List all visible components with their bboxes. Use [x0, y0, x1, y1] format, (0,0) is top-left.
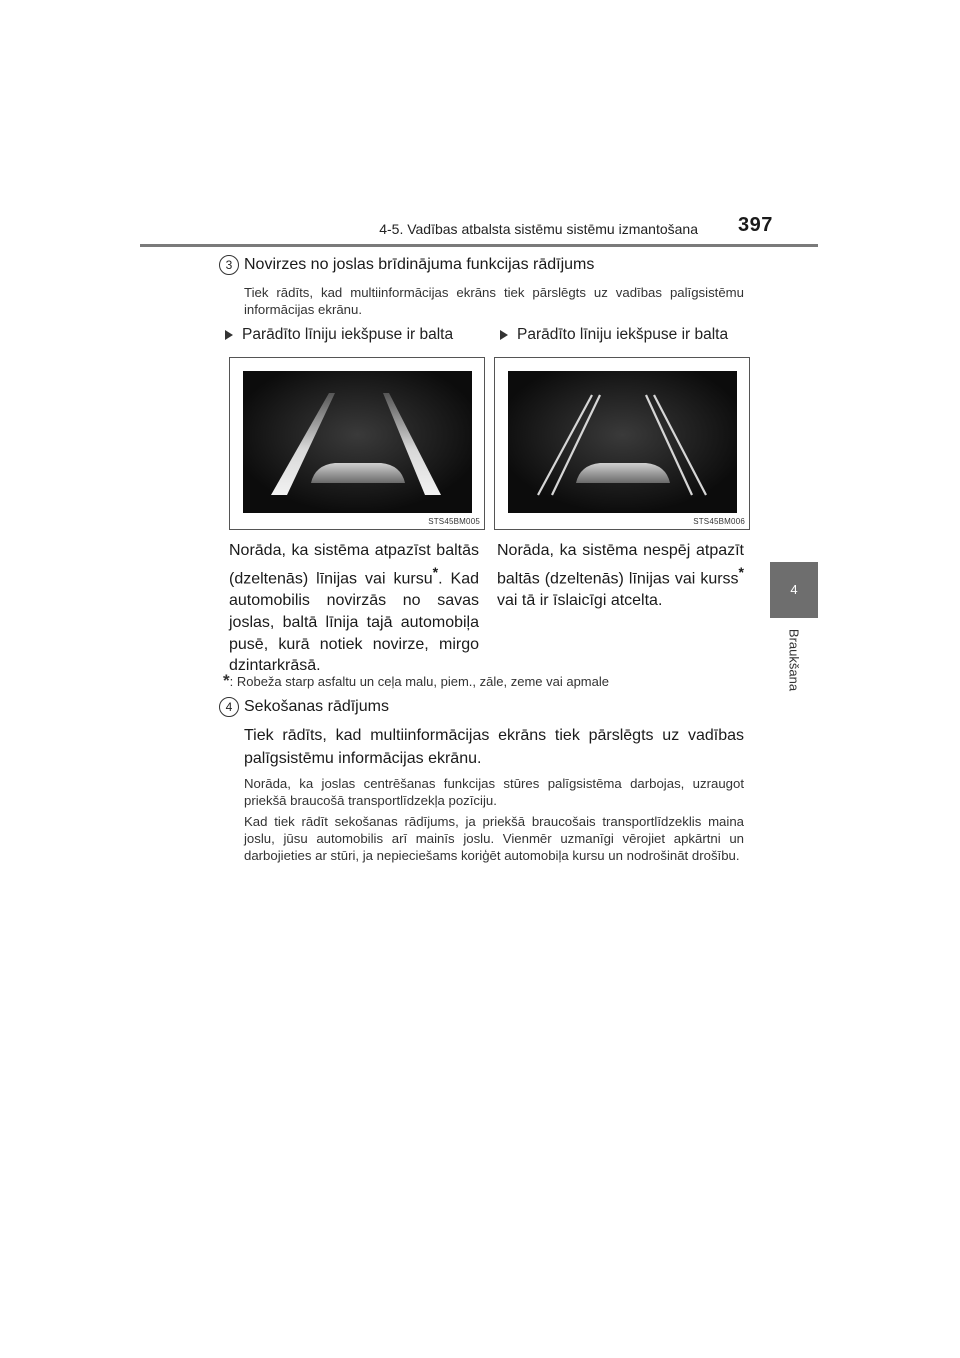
- footnote: [223, 671, 763, 691]
- chapter-label-text: Braukšana: [786, 628, 802, 692]
- triangle-bullet-icon: [500, 330, 508, 340]
- footnote-mark: *: [223, 671, 230, 690]
- item-4-title: Sekošanas rādījums: [244, 698, 389, 715]
- right-illustration-frame: [494, 357, 750, 530]
- triangle-bullet-icon: [225, 330, 233, 340]
- right-subheading: Parādīto līniju iekšpuse ir balta: [517, 326, 729, 343]
- own-vehicle-icon: [576, 463, 670, 483]
- item-3-description: Tiek rādīts, kad multiinformācijas ekrāns tiek pārslēgts uz vadības palīgsistēmu informācijas ekrānu.: [244, 285, 744, 317]
- chapter-tab: 4: [770, 562, 818, 618]
- page-number: 397: [738, 214, 773, 236]
- lane-display-screen: [243, 371, 472, 513]
- item-4-paragraph-1: Norāda, ka joslas centrēšanas funkcijas stūres palīgsistēma darbojas, uzraugot priekšā braucošā transportlīdzekļa pozīciju.: [244, 776, 744, 808]
- right-caption: Norāda, ka sistēma nespēj atpazīt baltās (dzeltenās) līnijas vai kurss* vai tā ir īslaicīgi atcelta.: [497, 542, 744, 609]
- item-3-badge: 3: [219, 255, 239, 275]
- image-code: STS45BM005: [428, 517, 480, 526]
- image-code: STS45BM006: [693, 517, 745, 526]
- left-caption: Norāda, ka sistēma atpazīst baltās (dzeltenās) līnijas vai kursu*. Kad automobilis novirzās no savas joslas, baltā līnija tajā automobiļa pusē, kurā notiek novirze, mirgo dzintarkrāsā.: [229, 542, 480, 675]
- item-4-badge: 4: [219, 697, 239, 717]
- item-3-title: Novirzes no joslas brīdinājuma funkcijas rādījums: [244, 256, 595, 273]
- running-header: 4-5. Vadības atbalsta sistēmu sistēmu izmantošana: [379, 221, 698, 237]
- item-4-description: Tiek rādīts, kad multiinformācijas ekrāns tiek pārslēgts uz vadības palīgsistēmu informācijas ekrānu.: [244, 727, 744, 767]
- chapter-label: [772, 600, 816, 720]
- header-rule: [140, 244, 818, 247]
- lane-lines-recognized-illustration: [243, 371, 472, 513]
- footnote-reference: *: [432, 563, 439, 580]
- footnote-reference: *: [738, 563, 744, 580]
- left-subheading: Parādīto līniju iekšpuse ir balta: [242, 326, 454, 343]
- left-illustration-frame: [229, 357, 485, 530]
- item-4-paragraph-2: Kad tiek rādīt sekošanas rādījums, ja priekšā braucošais transportlīdzeklis maina joslu, jūsu automobilis arī mainīs joslu. Vienmēr uzmanīgi vērojiet apkārtni un darbojieties ar stūri, ja nepieciešams koriģēt automobiļa kursu un nodrošināt drošību.: [244, 814, 744, 863]
- footnote-text: : Robeža starp asfaltu un ceļa malu, piem., zāle, zeme vai apmale: [229, 674, 609, 689]
- own-vehicle-icon: [311, 463, 405, 483]
- lane-lines-not-recognized-illustration: [508, 371, 737, 513]
- lane-display-screen: [508, 371, 737, 513]
